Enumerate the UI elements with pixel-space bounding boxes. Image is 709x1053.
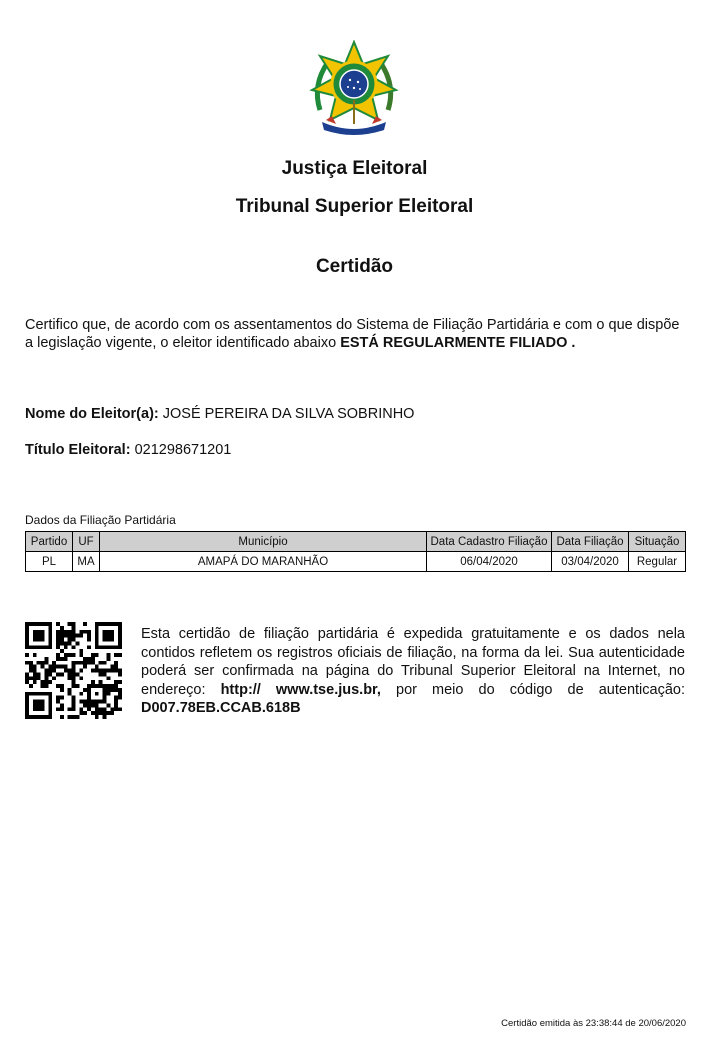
authentication-text: Esta certidão de filiação partidária é expedida gratuitamente e os dados nela contidos refletem os registros oficiais de filiação, na forma da lei. Sua autenticidade poderá ser confirmada na página do Tribunal Superior Eleitoral na Internet, no endereço: [141, 626, 685, 698]
authentication-code: D007.78EB.CCAB.618B [141, 700, 301, 716]
cell-data-cadastro: 06/04/2020 [427, 552, 552, 572]
authentication-url: http:// www.tse.jus.br, [220, 681, 381, 698]
emission-timestamp: Certidão emitida às 23:38:44 de 20/06/2020 [501, 1018, 686, 1029]
voter-name-field [25, 406, 414, 422]
certification-status: ESTÁ REGULARMENTE FILIADO . [340, 335, 576, 351]
cell-data-filiacao: 03/04/2020 [552, 552, 629, 572]
voter-title-value: 021298671201 [134, 442, 232, 458]
qr-code-icon [25, 622, 122, 719]
authentication-middle: por meio do código de autenticação: [396, 681, 686, 698]
certification-text: Certifico que, de acordo com os assentamentos do Sistema de Filiação Partidária e com o que dispõe a legislação vigente, o eleitor identificado abaixo [25, 317, 680, 351]
cell-municipio: AMAPÁ DO MARANHÃO [100, 552, 427, 572]
affiliation-caption: Dados da Filiação Partidária [25, 513, 176, 527]
col-header-data-filiacao: Data Filiação [552, 532, 629, 552]
table-row [26, 552, 686, 572]
cell-uf: MA [73, 552, 100, 572]
col-header-situacao: Situação [629, 532, 686, 552]
certification-paragraph [25, 316, 685, 352]
col-header-municipio: Município [100, 532, 427, 552]
voter-title-label: Título Eleitoral: [25, 442, 131, 458]
header-court: Tribunal Superior Eleitoral [235, 196, 474, 217]
authentication-paragraph [141, 625, 685, 718]
affiliation-table [25, 531, 686, 572]
document-title: Certidão [315, 256, 394, 277]
voter-name-label: Nome do Eleitor(a): [25, 406, 159, 422]
cell-situacao: Regular [629, 552, 686, 572]
table-header-row [26, 532, 686, 552]
voter-name-value: JOSÉ PEREIRA DA SILVA SOBRINHO [162, 406, 415, 422]
col-header-partido: Partido [26, 532, 73, 552]
col-header-data-cadastro: Data Cadastro Filiação [427, 532, 552, 552]
header-institution: Justiça Eleitoral [281, 158, 428, 179]
voter-title-field [25, 442, 231, 458]
cell-partido: PL [26, 552, 73, 572]
brazil-coat-of-arms-icon [308, 40, 400, 136]
col-header-uf: UF [73, 532, 100, 552]
